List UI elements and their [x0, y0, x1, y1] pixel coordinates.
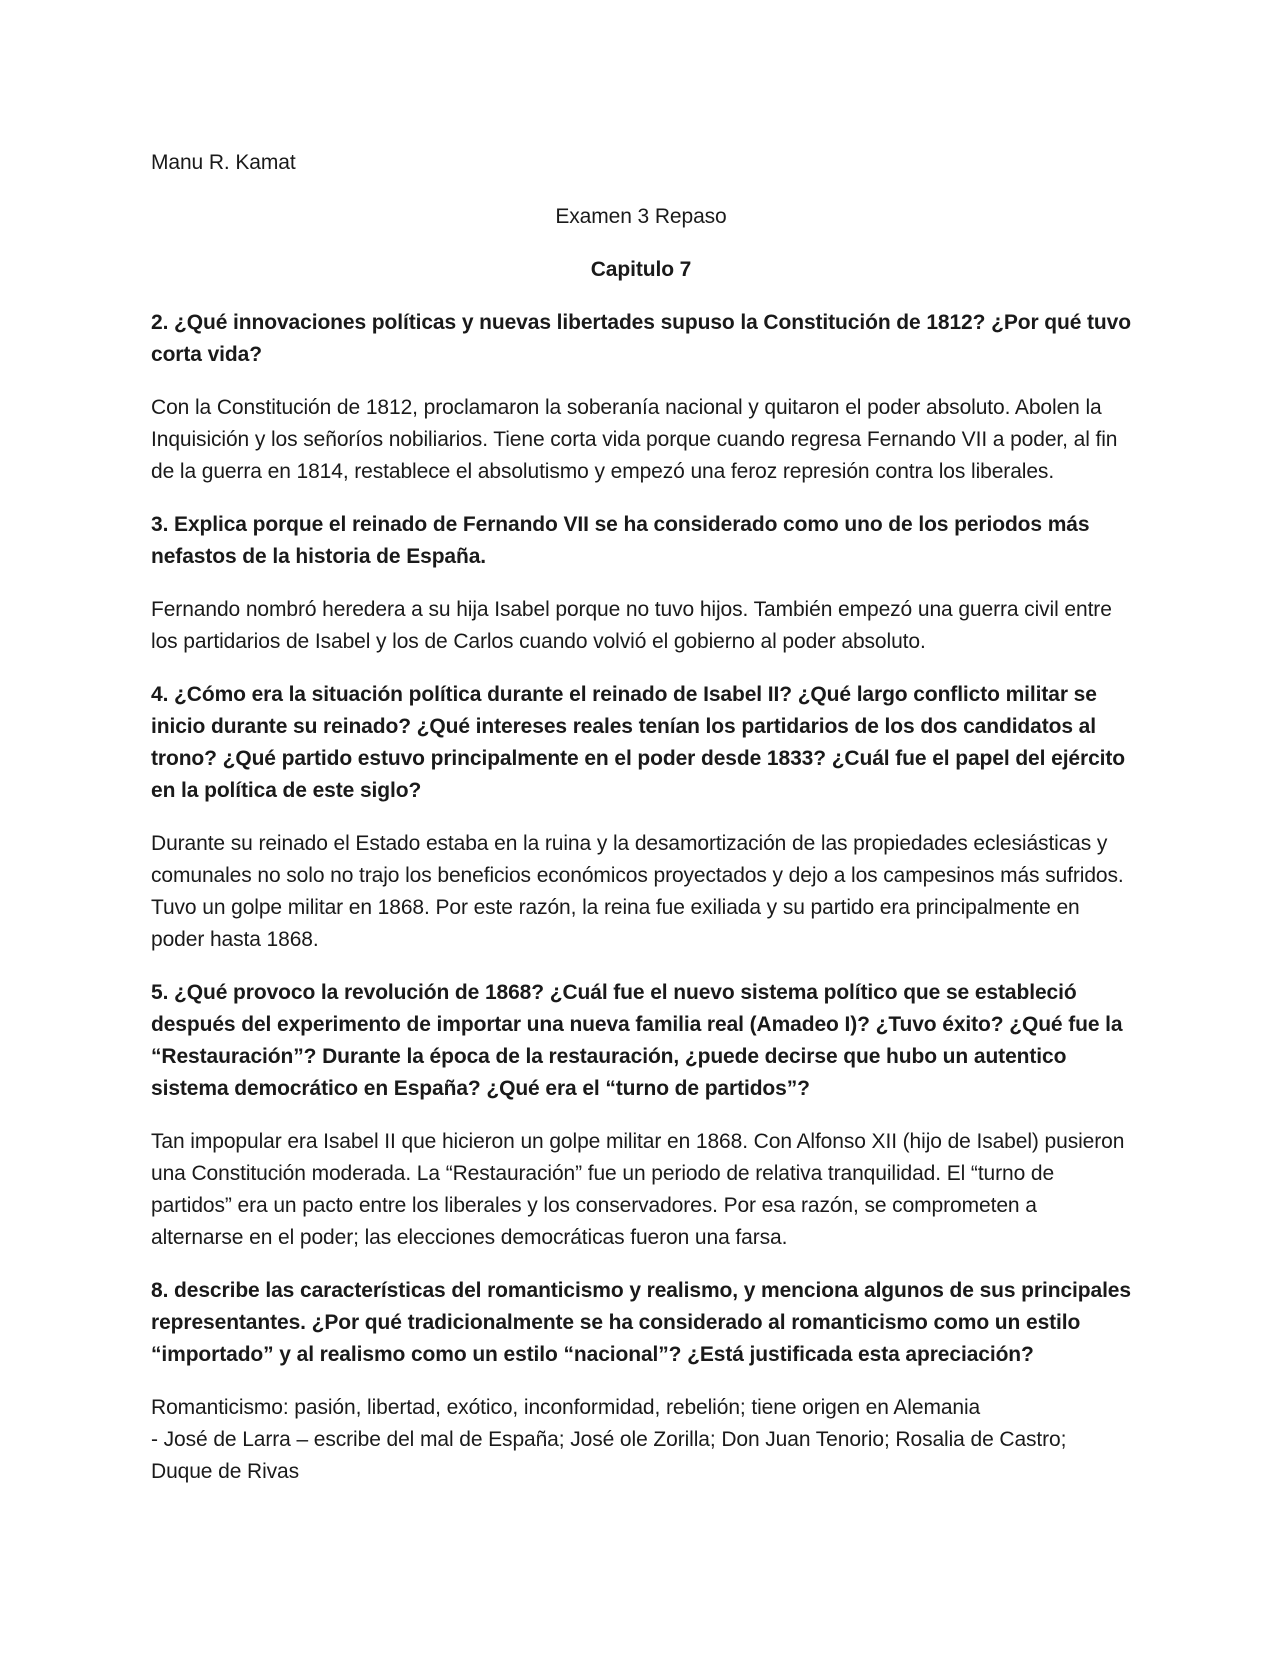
question-4: 4. ¿Cómo era la situación política durante el reinado de Isabel II? ¿Qué largo conflicto militar se inicio durante su reinado? ¿Qué intereses reales tenían los partidarios de los dos candidatos al trono? ¿Qué partido estuvo principalmente en el poder desde 1833? ¿Cuál fue el papel del ejército en la política de este siglo?: [151, 683, 1126, 802]
question-3: 3. Explica porque el reinado de Fernando VII se ha considerado como uno de los periodos más nefastos de la historia de España.: [151, 513, 1090, 568]
document-page: [151, 147, 1131, 1509]
answer-3: Fernando nombró heredera a su hija Isabel porque no tuvo hijos. También empezó una guerra civil entre los partidarios de Isabel y los de Carlos cuando volvió el gobierno al poder absoluto.: [151, 598, 1112, 653]
answer-2: Con la Constitución de 1812, proclamaron la soberanía nacional y quitaron el poder absoluto. Abolen la Inquisición y los señoríos nobiliarios. Tiene corta vida porque cuando regresa Fernando VII a poder, al fin de la guerra en 1814, restablece el absolutismo y empezó una feroz represión contra los liberales.: [151, 396, 1118, 483]
question-5: 5. ¿Qué provoco la revolución de 1868? ¿Cuál fue el nuevo sistema político que se estableció después del experimento de importar una nueva familia real (Amadeo I)? ¿Tuvo éxito? ¿Qué fue la “Restauración”? Durante la época de la restauración, ¿puede decirse que hubo un autentico sistema democrático en España? ¿Qué era el “turno de partidos”?: [151, 981, 1123, 1100]
chapter-heading: Capitulo 7: [590, 258, 692, 281]
answer-5: Tan impopular era Isabel II que hicieron un golpe militar en 1868. Con Alfonso XII (hijo de Isabel) pusieron una Constitución moderada. La “Restauración” fue un periodo de relativa tranquilidad. El “turno de partidos” era un pacto entre los liberales y los conservadores. Por esa razón, se comprometen a alternarse en el poder; las elecciones democráticas fueron una farsa.: [151, 1130, 1125, 1249]
question-8: 8. describe las características del romanticismo y realismo, y menciona algunos de sus principales representantes. ¿Por qué tradicionalmente se ha considerado al romanticismo como un estilo “importado” y al realismo como un estilo “nacional”? ¿Está justificada esta apreciación?: [151, 1279, 1131, 1366]
question-2: 2. ¿Qué innovaciones políticas y nuevas libertades supuso la Constitución de 1812? ¿Por qué tuvo corta vida?: [151, 311, 1131, 366]
answer-8-line-2: - José de Larra – escribe del mal de España; José ole Zorilla; Don Juan Tenorio; Rosalia de Castro; Duque de Rivas: [151, 1428, 1067, 1483]
answer-8-line-1: Romanticismo: pasión, libertad, exótico, inconformidad, rebelión; tiene origen en Alemania: [151, 1396, 981, 1419]
answer-4: Durante su reinado el Estado estaba en la ruina y la desamortización de las propiedades eclesiásticas y comunales no solo no trajo los beneficios económicos proyectados y dejo a los campesinos más sufridos. Tuvo un golpe militar en 1868. Por este razón, la reina fue exiliada y su partido era principalmente en poder hasta 1868.: [151, 832, 1124, 951]
author-name: Manu R. Kamat: [151, 151, 296, 174]
answer-8: [151, 1392, 1131, 1488]
document-title: Examen 3 Repaso: [555, 205, 727, 228]
